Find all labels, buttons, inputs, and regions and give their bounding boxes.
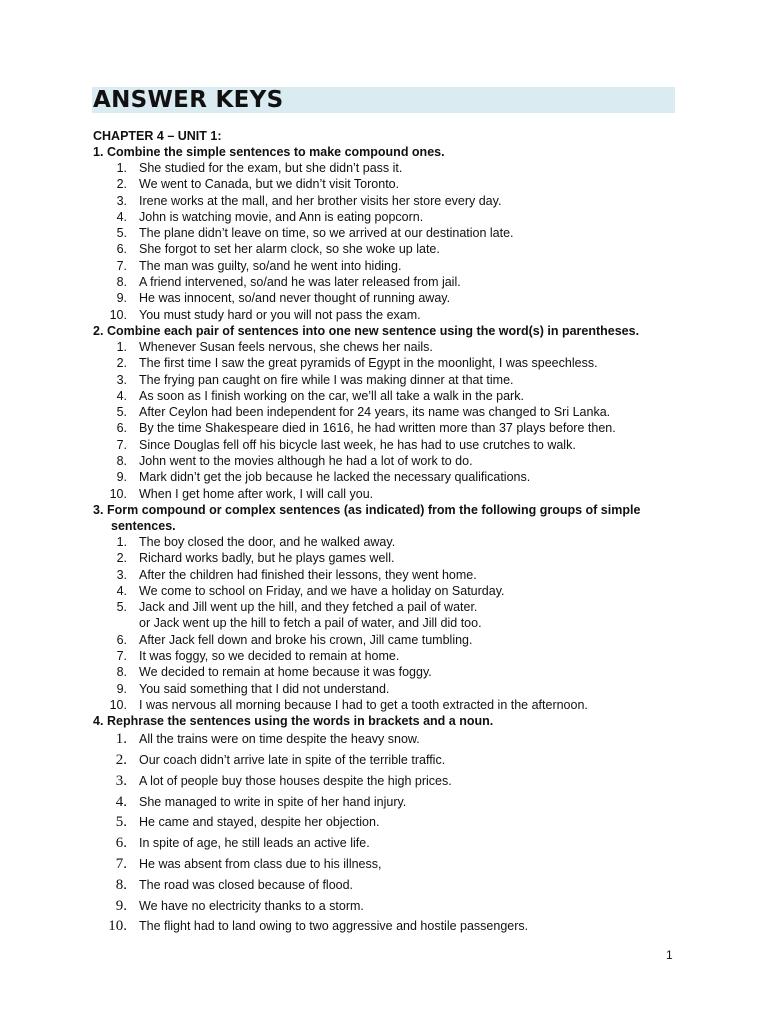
answer-list (93, 534, 693, 713)
list-item: 5. He came and stayed, despite her objection. (115, 814, 380, 831)
list-item: 3. After the children had finished their lessons, they went home. (116, 567, 477, 582)
list-item: 9. He was innocent, so/and never thought of running away. (116, 291, 451, 306)
section-1 (93, 144, 693, 323)
list-item: 4. She managed to write in spite of her hand injury. (115, 793, 407, 810)
list-item: 1. All the trains were on time despite the heavy snow. (115, 731, 420, 748)
list-item: 10. I was nervous all morning because I had to get a tooth extracted in the afternoon. (109, 697, 588, 712)
list-item: 1. She studied for the exam, but she didn’t pass it. (116, 161, 403, 175)
list-item: 7. It was foggy, so we decided to remain at home. (116, 649, 400, 664)
section-3 (93, 502, 693, 713)
answer-content (93, 128, 693, 937)
section-heading: 2. Combine each pair of sentences into one new sentence using the word(s) in parentheses. (93, 323, 640, 338)
list-item: 5. The plane didn’t leave on time, so we arrived at our destination late. (116, 226, 514, 241)
list-item: 6. In spite of age, he still leads an active life. (115, 835, 370, 852)
list-item: 9. We have no electricity thanks to a storm. (115, 897, 364, 914)
section-heading: 3. Form compound or complex sentences (as indicated) from the following groups of simple sentences. (93, 502, 641, 533)
list-item: 1. The boy closed the door, and he walked away. (116, 534, 396, 549)
list-item: 10. The flight had to land owing to two aggressive and hostile passengers. (108, 918, 529, 935)
list-item: 6. After Jack fell down and broke his crown, Jill came tumbling. (116, 632, 473, 647)
list-item: 7. Since Douglas fell off his bicycle last week, he has had to use crutches to walk. (116, 437, 576, 452)
list-item: 7. The man was guilty, so/and he went into hiding. (116, 258, 402, 273)
alternative-answer: or Jack went up the hill to fetch a pail of water, and Jill did too. (139, 616, 482, 631)
list-item: 1. Whenever Susan feels nervous, she chews her nails. (116, 339, 433, 354)
list-item: 2. The first time I saw the great pyramids of Egypt in the moonlight, I was speechless. (116, 356, 598, 371)
list-item: 5. Jack and Jill went up the hill, and they fetched a pail of water. or Jack went up the hill to fetch a pail of water, and Jill did too. (93, 599, 693, 632)
section-heading: 1. Combine the simple sentences to make compound ones. (93, 145, 445, 159)
list-item: 9. You said something that I did not understand. (116, 681, 390, 696)
list-item: 10. When I get home after work, I will call you. (109, 486, 374, 501)
answer-list (93, 160, 693, 323)
answer-list (93, 729, 693, 937)
answer-list (93, 339, 693, 502)
list-item: 2. Richard works badly, but he plays games well. (116, 551, 395, 566)
page-number: 1 (666, 948, 673, 962)
page-title: ANSWER KEYS (93, 87, 284, 113)
list-item: 10. You must study hard or you will not pass the exam. (109, 307, 421, 322)
section-2 (93, 323, 693, 502)
list-item: 8. We decided to remain at home because it was foggy. (116, 665, 432, 680)
list-item: 8. A friend intervened, so/and he was later released from jail. (116, 275, 461, 290)
list-item: 4. As soon as I finish working on the car, we’ll all take a walk in the park. (116, 388, 524, 403)
list-item: 7. He was absent from class due to his illness, (115, 855, 382, 872)
list-item: 8. The road was closed because of flood. (115, 876, 354, 893)
list-item: 5. After Ceylon had been independent for 24 years, its name was changed to Sri Lanka. (116, 405, 611, 420)
list-item: 4. John is watching movie, and Ann is eating popcorn. (116, 209, 424, 224)
list-item: 3. The frying pan caught on fire while I was making dinner at that time. (116, 372, 514, 387)
list-item: 6. By the time Shakespeare died in 1616, he had written more than 37 plays before then. (116, 421, 616, 436)
list-item: 6. She forgot to set her alarm clock, so she woke up late. (116, 242, 440, 257)
list-item: 4. We come to school on Friday, and we have a holiday on Saturday. (116, 583, 505, 598)
list-item: 8. John went to the movies although he had a lot of work to do. (116, 454, 473, 469)
list-item: 3. A lot of people buy those houses despite the high prices. (115, 772, 452, 789)
list-item: 3. Irene works at the mall, and her brother visits her store every day. (116, 193, 502, 208)
list-item: 2. Our coach didn’t arrive late in spite of the terrible traffic. (115, 752, 446, 768)
chapter-heading: CHAPTER 4 – UNIT 1: (93, 129, 222, 143)
list-item: 2. We went to Canada, but we didn’t visit Toronto. (116, 177, 400, 192)
list-item: 9. Mark didn’t get the job because he lacked the necessary qualifications. (116, 470, 531, 485)
section-heading: 4. Rephrase the sentences using the words in brackets and a noun. (93, 714, 494, 729)
section-4 (93, 713, 693, 937)
